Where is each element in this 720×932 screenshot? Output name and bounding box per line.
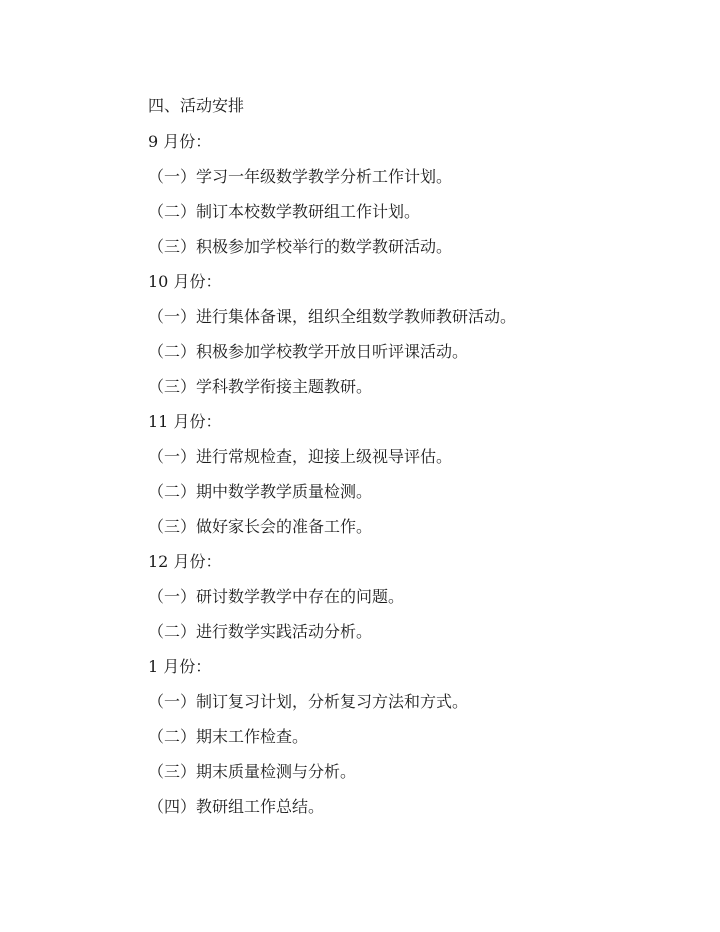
list-item: （一）进行集体备课，组织全组数学教师教研活动。 (148, 307, 517, 326)
list-item: （二）期末工作检查。 (148, 727, 309, 746)
list-item: （二）期中数学教学质量检测。 (148, 482, 373, 501)
list-item: （三）期末质量检测与分析。 (148, 762, 357, 781)
month-label-january: 1 月份： (148, 657, 212, 676)
list-item: （四）教研组工作总结。 (148, 797, 325, 816)
month-label-november: 11 月份： (148, 412, 222, 431)
month-label-september: 9 月份： (148, 132, 212, 151)
list-item: （三）做好家长会的准备工作。 (148, 517, 373, 536)
list-item: （二）制订本校数学教研组工作计划。 (148, 202, 421, 221)
list-item: （三）学科教学衔接主题教研。 (148, 377, 373, 396)
list-item: （二）积极参加学校教学开放日听评课活动。 (148, 342, 469, 361)
list-item: （一）制订复习计划，分析复习方法和方式。 (148, 692, 469, 711)
section-heading: 四、活动安排 (148, 96, 245, 115)
list-item: （一）进行常规检查，迎接上级视导评估。 (148, 447, 453, 466)
list-item: （一）学习一年级数学教学分析工作计划。 (148, 167, 453, 186)
month-label-december: 12 月份： (148, 552, 222, 571)
list-item: （二）进行数学实践活动分析。 (148, 622, 373, 641)
list-item: （一）研讨数学教学中存在的问题。 (148, 587, 405, 606)
month-label-october: 10 月份： (148, 272, 222, 291)
list-item: （三）积极参加学校举行的数学教研活动。 (148, 237, 453, 256)
